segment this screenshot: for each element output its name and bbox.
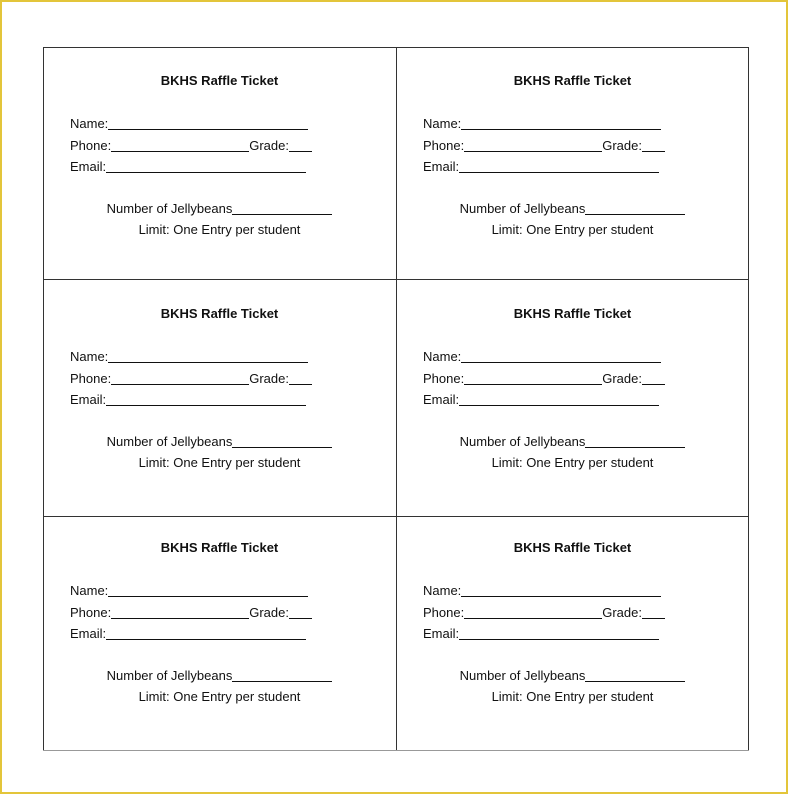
email-row	[423, 391, 659, 407]
phone-row	[423, 137, 665, 153]
phone-row	[423, 370, 665, 386]
jellybeans-label: Number of Jellybeans	[106, 434, 233, 449]
phone-field[interactable]	[111, 604, 249, 619]
raffle-ticket	[43, 514, 396, 747]
name-row	[423, 348, 661, 364]
phone-row	[70, 137, 312, 153]
ticket-title: BKHS Raffle Ticket	[160, 540, 279, 555]
name-field[interactable]	[461, 115, 661, 130]
email-row	[423, 625, 659, 641]
raffle-ticket	[43, 47, 396, 280]
email-row	[70, 625, 306, 641]
email-field[interactable]	[459, 625, 659, 640]
name-row	[423, 582, 661, 598]
name-row	[70, 348, 308, 364]
jellybeans-label: Number of Jellybeans	[106, 668, 233, 683]
email-row	[70, 158, 306, 174]
jellybeans-field[interactable]	[585, 667, 685, 682]
phone-row	[70, 370, 312, 386]
phone-label: Phone:	[70, 371, 112, 386]
limit-text: Limit: One Entry per student	[138, 455, 301, 470]
jellybeans-row	[396, 200, 749, 216]
grade-label: Grade:	[249, 138, 289, 153]
limit-text: Limit: One Entry per student	[138, 222, 301, 237]
ticket-title: BKHS Raffle Ticket	[513, 540, 632, 555]
grade-label: Grade:	[602, 138, 642, 153]
jellybeans-row	[43, 433, 396, 449]
phone-row	[423, 604, 665, 620]
email-label: Email:	[70, 159, 107, 174]
grade-label: Grade:	[602, 371, 642, 386]
jellybeans-field[interactable]	[232, 200, 332, 215]
email-field[interactable]	[106, 625, 306, 640]
name-label: Name:	[423, 116, 462, 131]
phone-field[interactable]	[464, 137, 602, 152]
raffle-ticket	[396, 280, 749, 513]
email-label: Email:	[423, 626, 460, 641]
email-field[interactable]	[106, 158, 306, 173]
sheet-bottom-line	[43, 750, 749, 751]
phone-field[interactable]	[464, 604, 602, 619]
name-label: Name:	[70, 583, 109, 598]
jellybeans-field[interactable]	[232, 667, 332, 682]
email-row	[423, 158, 659, 174]
email-field[interactable]	[459, 158, 659, 173]
grade-field[interactable]	[289, 137, 312, 152]
jellybeans-label: Number of Jellybeans	[459, 668, 586, 683]
email-label: Email:	[423, 392, 460, 407]
ticket-title: BKHS Raffle Ticket	[160, 73, 279, 88]
phone-label: Phone:	[423, 138, 465, 153]
email-label: Email:	[70, 626, 107, 641]
raffle-ticket	[43, 280, 396, 513]
phone-field[interactable]	[111, 370, 249, 385]
limit-text: Limit: One Entry per student	[491, 689, 654, 704]
grade-field[interactable]	[642, 604, 665, 619]
grade-field[interactable]	[642, 370, 665, 385]
email-field[interactable]	[459, 391, 659, 406]
phone-label: Phone:	[423, 605, 465, 620]
email-label: Email:	[70, 392, 107, 407]
limit-text: Limit: One Entry per student	[491, 222, 654, 237]
name-field[interactable]	[461, 582, 661, 597]
limit-text: Limit: One Entry per student	[491, 455, 654, 470]
phone-label: Phone:	[423, 371, 465, 386]
name-field[interactable]	[461, 348, 661, 363]
name-label: Name:	[70, 116, 109, 131]
email-field[interactable]	[106, 391, 306, 406]
limit-text: Limit: One Entry per student	[138, 689, 301, 704]
name-row	[423, 115, 661, 131]
ticket-sheet	[43, 47, 749, 751]
grade-field[interactable]	[289, 370, 312, 385]
name-field[interactable]	[108, 348, 308, 363]
phone-label: Phone:	[70, 605, 112, 620]
jellybeans-field[interactable]	[585, 433, 685, 448]
email-label: Email:	[423, 159, 460, 174]
name-row	[70, 115, 308, 131]
jellybeans-field[interactable]	[232, 433, 332, 448]
jellybeans-row	[43, 200, 396, 216]
ticket-title: BKHS Raffle Ticket	[160, 306, 279, 321]
phone-field[interactable]	[464, 370, 602, 385]
grade-field[interactable]	[642, 137, 665, 152]
jellybeans-label: Number of Jellybeans	[106, 201, 233, 216]
raffle-ticket	[396, 47, 749, 280]
jellybeans-row	[396, 433, 749, 449]
raffle-ticket	[396, 514, 749, 747]
grade-label: Grade:	[249, 371, 289, 386]
name-label: Name:	[423, 349, 462, 364]
jellybeans-label: Number of Jellybeans	[459, 434, 586, 449]
jellybeans-field[interactable]	[585, 200, 685, 215]
jellybeans-row	[43, 667, 396, 683]
name-row	[70, 582, 308, 598]
phone-field[interactable]	[111, 137, 249, 152]
ticket-title: BKHS Raffle Ticket	[513, 73, 632, 88]
name-field[interactable]	[108, 582, 308, 597]
name-label: Name:	[423, 583, 462, 598]
phone-label: Phone:	[70, 138, 112, 153]
name-label: Name:	[70, 349, 109, 364]
name-field[interactable]	[108, 115, 308, 130]
grade-field[interactable]	[289, 604, 312, 619]
grade-label: Grade:	[602, 605, 642, 620]
jellybeans-label: Number of Jellybeans	[459, 201, 586, 216]
jellybeans-row	[396, 667, 749, 683]
ticket-title: BKHS Raffle Ticket	[513, 306, 632, 321]
email-row	[70, 391, 306, 407]
phone-row	[70, 604, 312, 620]
grade-label: Grade:	[249, 605, 289, 620]
